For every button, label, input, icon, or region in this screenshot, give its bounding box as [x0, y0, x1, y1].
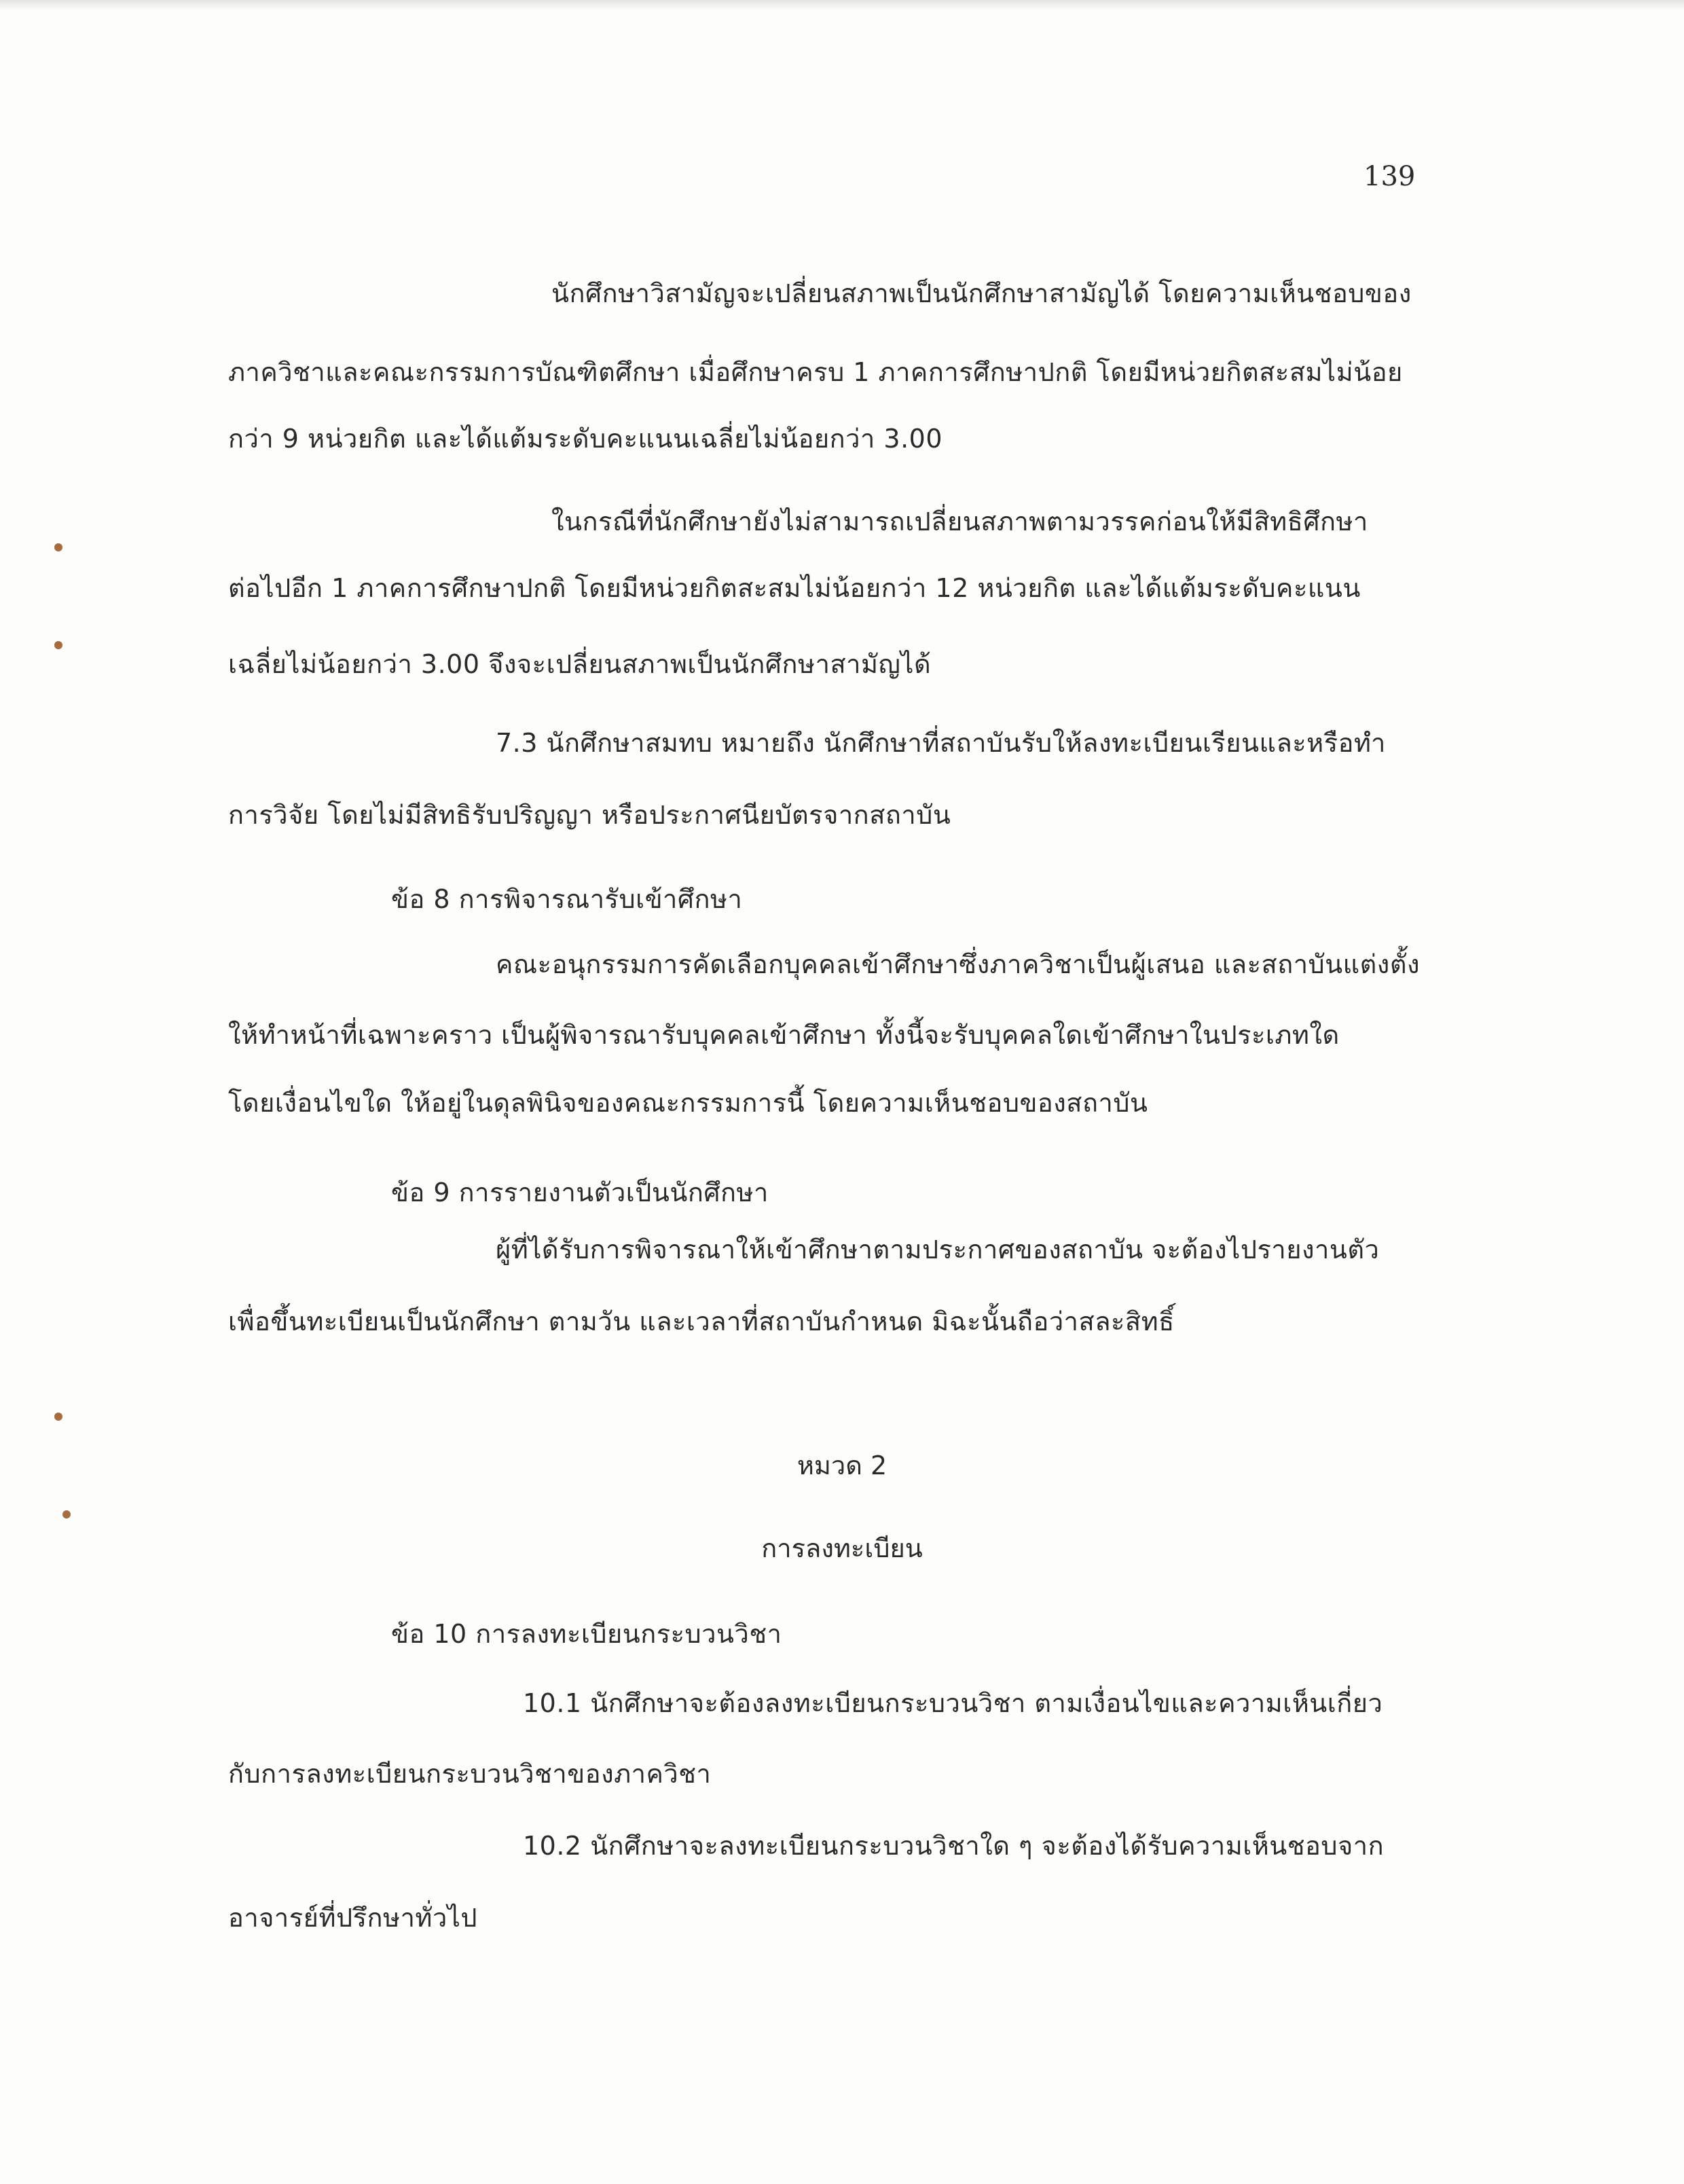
paragraph-line: ต่อไปอีก 1 ภาคการศึกษาปกติ โดยมีหน่วยกิตสะสมไม่น้อยกว่า 12 หน่วยกิต และได้แต้มระดับคะแนน: [228, 573, 1361, 603]
binder-hole-mark: [62, 1510, 71, 1518]
paragraph-line: ผู้ที่ได้รับการพิจารณาให้เข้าศึกษาตามประกาศของสถาบัน จะต้องไปรายงานตัว: [496, 1235, 1380, 1264]
binder-hole-mark: [54, 1413, 62, 1421]
chapter-heading: หมวด 2: [797, 1451, 887, 1480]
binder-hole-mark: [54, 543, 62, 551]
top-edge-shadow: [0, 0, 1684, 10]
section-heading: ข้อ 9 การรายงานตัวเป็นนักศึกษา: [391, 1178, 769, 1207]
page-number: 139: [1363, 161, 1416, 192]
paragraph-line: กว่า 9 หน่วยกิต และได้แต้มระดับคะแนนเฉลี่ยไม่น้อยกว่า 3.00: [228, 424, 943, 454]
binder-hole-mark: [54, 641, 62, 649]
paragraph-line: 10.1 นักศึกษาจะต้องลงทะเบียนกระบวนวิชา ตามเงื่อนไขและความเห็นเกี่ยว: [523, 1688, 1383, 1718]
chapter-title: การลงทะเบียน: [761, 1533, 923, 1563]
section-heading: ข้อ 10 การลงทะเบียนกระบวนวิชา: [391, 1619, 782, 1649]
paragraph-line: การวิจัย โดยไม่มีสิทธิรับปริญญา หรือประกาศนียบัตรจากสถาบัน: [228, 800, 951, 830]
paragraph-line: คณะอนุกรรมการคัดเลือกบุคคลเข้าศึกษาซึ่งภาควิชาเป็นผู้เสนอ และสถาบันแต่งตั้ง: [496, 949, 1421, 979]
paragraph-line: อาจารย์ที่ปรึกษาทั่วไป: [228, 1903, 478, 1933]
paragraph-line: 7.3 นักศึกษาสมทบ หมายถึง นักศึกษาที่สถาบันรับให้ลงทะเบียนเรียนและหรือทำ: [496, 728, 1386, 758]
paragraph-line: ให้ทำหน้าที่เฉพาะคราว เป็นผู้พิจารณารับบุคคลเข้าศึกษา ทั้งนี้จะรับบุคคลใดเข้าศึกษาในประเภทใด: [228, 1020, 1340, 1050]
paragraph-line: 10.2 นักศึกษาจะลงทะเบียนกระบวนวิชาใด ๆ จะต้องได้รับความเห็นชอบจาก: [523, 1831, 1385, 1861]
paragraph-line: โดยเงื่อนไขใด ให้อยู่ในดุลพินิจของคณะกรรมการนี้ โดยความเห็นชอบของสถาบัน: [228, 1088, 1148, 1118]
paragraph-line: ในกรณีที่นักศึกษายังไม่สามารถเปลี่ยนสภาพตามวรรคก่อนให้มีสิทธิศึกษา: [551, 507, 1368, 536]
paragraph-line: นักศึกษาวิสามัญจะเปลี่ยนสภาพเป็นนักศึกษาสามัญได้ โดยความเห็นชอบของ: [551, 278, 1412, 308]
paragraph-line: เฉลี่ยไม่น้อยกว่า 3.00 จึงจะเปลี่ยนสภาพเป็นนักศึกษาสามัญได้: [228, 649, 932, 679]
paragraph-line: กับการลงทะเบียนกระบวนวิชาของภาควิชา: [228, 1759, 712, 1789]
paragraph-line: ภาควิชาและคณะกรรมการบัณฑิตศึกษา เมื่อศึกษาครบ 1 ภาคการศึกษาปกติ โดยมีหน่วยกิตสะสมไม่น้อย: [228, 357, 1403, 387]
paragraph-line: เพื่อขึ้นทะเบียนเป็นนักศึกษา ตามวัน และเวลาที่สถาบันกำหนด มิฉะนั้นถือว่าสละสิทธิ์: [228, 1307, 1175, 1336]
section-heading: ข้อ 8 การพิจารณารับเข้าศึกษา: [391, 884, 743, 914]
